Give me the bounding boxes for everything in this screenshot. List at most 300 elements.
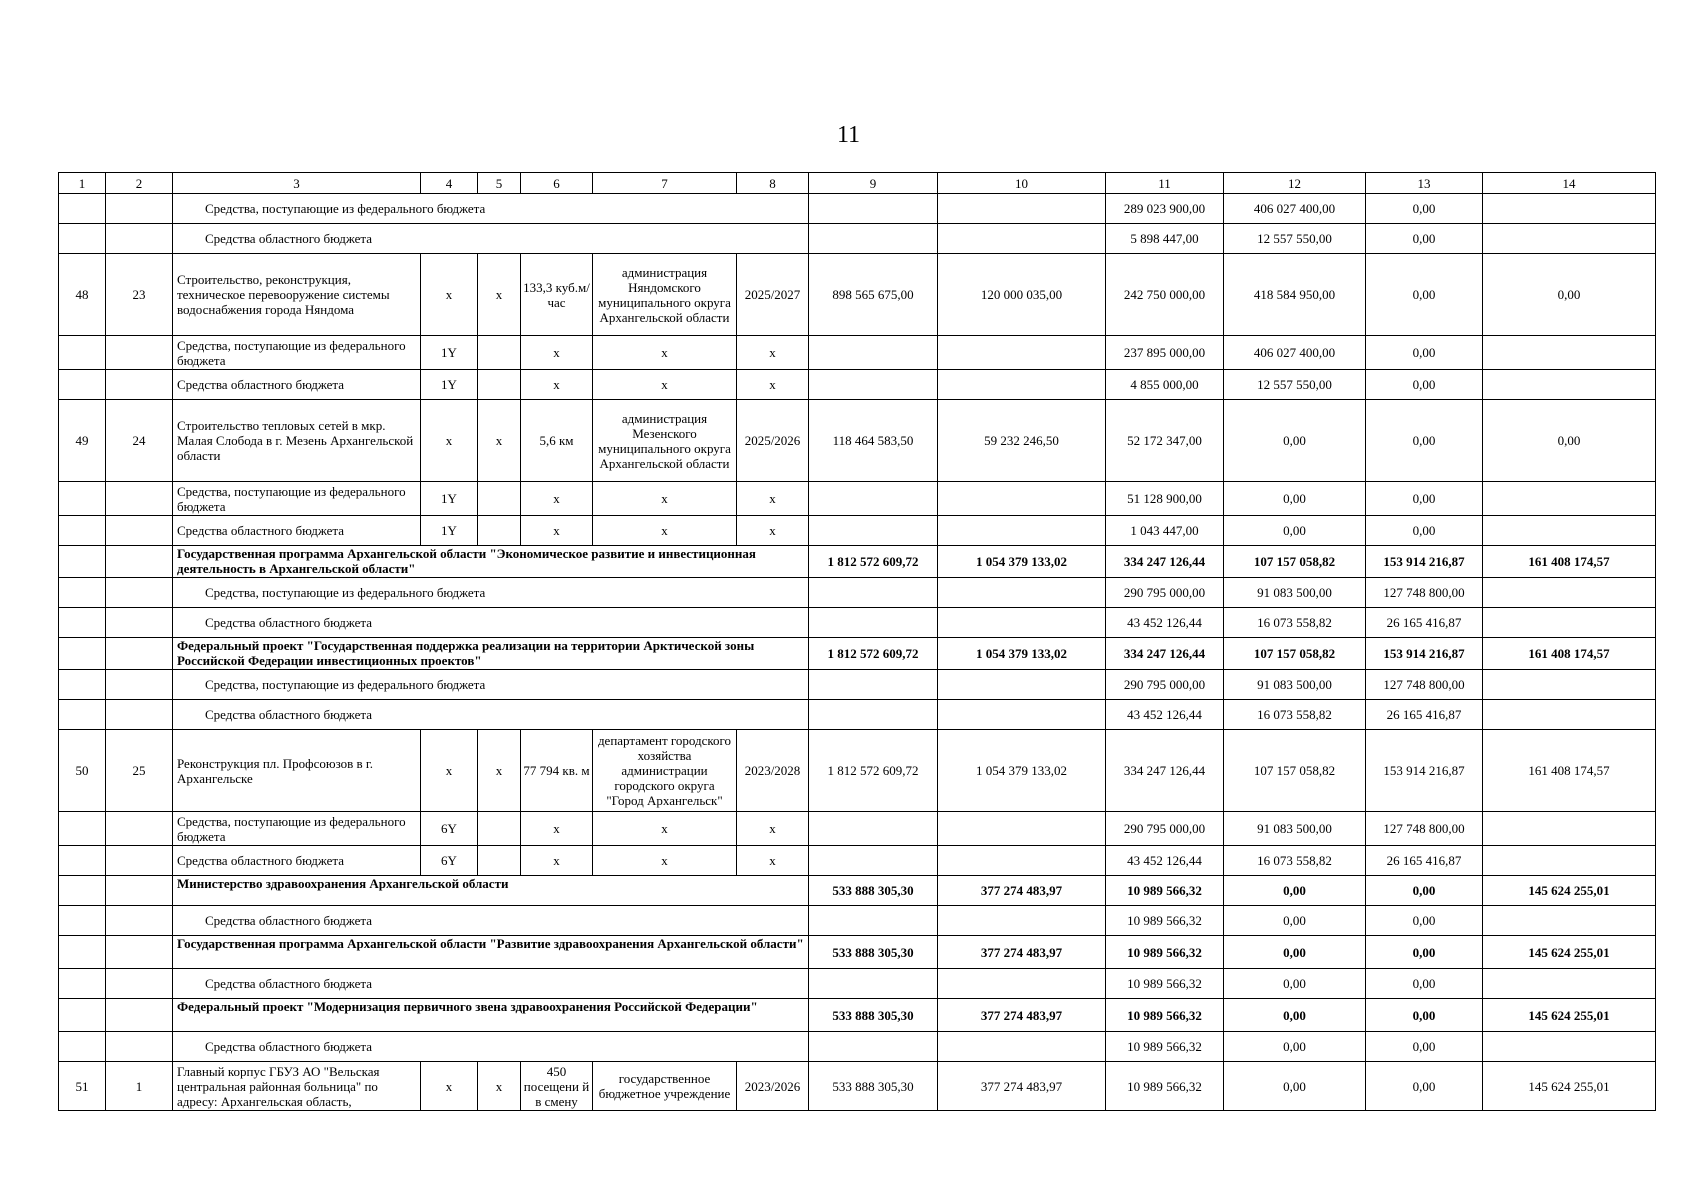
value-col-12: 0,00 bbox=[1224, 1032, 1366, 1062]
row-number-cell bbox=[59, 999, 106, 1032]
table-row-src bbox=[59, 812, 1656, 846]
value-col-10: 377 274 483,97 bbox=[938, 1062, 1106, 1111]
value-col-12: 0,00 bbox=[1224, 906, 1366, 936]
total-cost-cell bbox=[809, 608, 938, 638]
value-col-14: 161 408 174,57 bbox=[1483, 546, 1656, 578]
funding-source-label: Средства областного бюджета bbox=[173, 846, 421, 876]
value-col-13: 0,00 bbox=[1366, 1032, 1483, 1062]
value-col-14 bbox=[1483, 608, 1656, 638]
value-col-13: 127 748 800,00 bbox=[1366, 670, 1483, 700]
section-title: Государственная программа Архангельской области "Экономическое развитие и инвестиционная деятельность в Архангельской области" bbox=[173, 546, 809, 578]
value-col-11: 51 128 900,00 bbox=[1106, 482, 1224, 516]
budget-table bbox=[58, 172, 1656, 1111]
value-col-14 bbox=[1483, 194, 1656, 224]
value-col-13: 26 165 416,87 bbox=[1366, 846, 1483, 876]
value-col-11: 10 989 566,32 bbox=[1106, 876, 1224, 906]
period-cell: 2025/2026 bbox=[737, 400, 809, 482]
value-col-5 bbox=[478, 370, 521, 400]
value-col-9: 533 888 305,30 bbox=[809, 936, 938, 969]
value-col-11: 290 795 000,00 bbox=[1106, 812, 1224, 846]
value-col-13: 153 914 216,87 bbox=[1366, 638, 1483, 670]
value-col-11: 334 247 126,44 bbox=[1106, 546, 1224, 578]
row-number-cell bbox=[59, 812, 106, 846]
capacity-cell: 5,6 км bbox=[521, 400, 593, 482]
table-row-sub bbox=[59, 670, 1656, 700]
row-number-cell: 51 bbox=[59, 1062, 106, 1111]
value-col-10: 1 054 379 133,02 bbox=[938, 730, 1106, 812]
value-col-10: 1 054 379 133,02 bbox=[938, 546, 1106, 578]
row-number-cell bbox=[59, 516, 106, 546]
row-number-cell bbox=[59, 1032, 106, 1062]
value-col-11: 52 172 347,00 bbox=[1106, 400, 1224, 482]
value-col-13: 26 165 416,87 bbox=[1366, 700, 1483, 730]
value-col-4: х bbox=[421, 730, 478, 812]
total-cost-cell bbox=[809, 224, 938, 254]
table-row-sub bbox=[59, 578, 1656, 608]
value-col-11: 242 750 000,00 bbox=[1106, 254, 1224, 336]
item-number-cell bbox=[106, 608, 173, 638]
item-number-cell bbox=[106, 670, 173, 700]
value-col-14 bbox=[1483, 906, 1656, 936]
code-cell: 6Y bbox=[421, 812, 478, 846]
period-cell: 2025/2027 bbox=[737, 254, 809, 336]
item-number-cell: 23 bbox=[106, 254, 173, 336]
section-title: Федеральный проект "Модернизация первичного звена здравоохранения Российской Федерации" bbox=[173, 999, 809, 1032]
value-col-7: х bbox=[593, 336, 737, 370]
value-col-14 bbox=[1483, 224, 1656, 254]
total-cost-cell bbox=[809, 700, 938, 730]
table-row-sub bbox=[59, 1032, 1656, 1062]
item-number-cell: 1 bbox=[106, 1062, 173, 1111]
funding-source-label: Средства областного бюджета bbox=[173, 906, 809, 936]
value-col-14: 145 624 255,01 bbox=[1483, 876, 1656, 906]
row-number-cell bbox=[59, 969, 106, 999]
value-col-12: 0,00 bbox=[1224, 876, 1366, 906]
table-row-bold bbox=[59, 999, 1656, 1032]
value-col-11: 290 795 000,00 bbox=[1106, 578, 1224, 608]
row-number-cell bbox=[59, 336, 106, 370]
table-row-src bbox=[59, 370, 1656, 400]
row-number-cell bbox=[59, 670, 106, 700]
row-number-cell bbox=[59, 578, 106, 608]
value-col-13: 0,00 bbox=[1366, 999, 1483, 1032]
value-col-11: 10 989 566,32 bbox=[1106, 969, 1224, 999]
value-col-8: х bbox=[737, 482, 809, 516]
column-number: 6 bbox=[521, 173, 593, 194]
period-cell: 2023/2026 bbox=[737, 1062, 809, 1111]
value-col-8: х bbox=[737, 336, 809, 370]
item-number-cell bbox=[106, 846, 173, 876]
value-col-6: х bbox=[521, 370, 593, 400]
value-col-7: х bbox=[593, 846, 737, 876]
value-col-12: 91 083 500,00 bbox=[1224, 578, 1366, 608]
column-number: 7 bbox=[593, 173, 737, 194]
funding-source-label: Средства, поступающие из федерального бюджета bbox=[173, 336, 421, 370]
value-col-12: 107 157 058,82 bbox=[1224, 638, 1366, 670]
value-col-12: 0,00 bbox=[1224, 936, 1366, 969]
row-number-cell bbox=[59, 608, 106, 638]
value-col-12: 16 073 558,82 bbox=[1224, 700, 1366, 730]
total-cost-cell bbox=[809, 670, 938, 700]
value-col-13: 127 748 800,00 bbox=[1366, 578, 1483, 608]
row-number-cell bbox=[59, 482, 106, 516]
value-col-9: 1 812 572 609,72 bbox=[809, 638, 938, 670]
value-col-9 bbox=[809, 482, 938, 516]
row-number-cell bbox=[59, 700, 106, 730]
value-col-12: 0,00 bbox=[1224, 516, 1366, 546]
cost-at-start-cell bbox=[938, 670, 1106, 700]
value-col-6: х bbox=[521, 516, 593, 546]
value-col-12: 418 584 950,00 bbox=[1224, 254, 1366, 336]
row-number-cell bbox=[59, 638, 106, 670]
value-col-10 bbox=[938, 516, 1106, 546]
table-row-sub bbox=[59, 224, 1656, 254]
value-col-12: 0,00 bbox=[1224, 400, 1366, 482]
value-col-14: 161 408 174,57 bbox=[1483, 638, 1656, 670]
row-number-cell bbox=[59, 846, 106, 876]
value-col-13: 0,00 bbox=[1366, 906, 1483, 936]
value-col-11: 289 023 900,00 bbox=[1106, 194, 1224, 224]
value-col-14: 0,00 bbox=[1483, 400, 1656, 482]
customer-cell: администрация Мезенского муниципального округа Архангельской области bbox=[593, 400, 737, 482]
value-col-6: х bbox=[521, 812, 593, 846]
object-name: Строительство тепловых сетей в мкр. Малая Слобода в г. Мезень Архангельской области bbox=[173, 400, 421, 482]
value-col-7: х bbox=[593, 482, 737, 516]
column-number: 4 bbox=[421, 173, 478, 194]
cost-at-start-cell bbox=[938, 700, 1106, 730]
funding-source-label: Средства областного бюджета bbox=[173, 370, 421, 400]
cost-at-start-cell bbox=[938, 224, 1106, 254]
value-col-11: 334 247 126,44 bbox=[1106, 730, 1224, 812]
value-col-14: 145 624 255,01 bbox=[1483, 936, 1656, 969]
value-col-10 bbox=[938, 370, 1106, 400]
value-col-9: 1 812 572 609,72 bbox=[809, 546, 938, 578]
item-number-cell: 24 bbox=[106, 400, 173, 482]
value-col-11: 10 989 566,32 bbox=[1106, 906, 1224, 936]
value-col-13: 0,00 bbox=[1366, 224, 1483, 254]
value-col-6: х bbox=[521, 846, 593, 876]
value-col-6: х bbox=[521, 482, 593, 516]
cost-at-start-cell bbox=[938, 1032, 1106, 1062]
value-col-13: 0,00 bbox=[1366, 516, 1483, 546]
capacity-cell: 133,3 куб.м/час bbox=[521, 254, 593, 336]
value-col-11: 10 989 566,32 bbox=[1106, 936, 1224, 969]
value-col-4: х bbox=[421, 1062, 478, 1111]
item-number-cell bbox=[106, 336, 173, 370]
column-number: 1 bbox=[59, 173, 106, 194]
funding-source-label: Средства, поступающие из федерального бюджета bbox=[173, 482, 421, 516]
value-col-9 bbox=[809, 812, 938, 846]
item-number-cell bbox=[106, 516, 173, 546]
value-col-4: х bbox=[421, 254, 478, 336]
value-col-14 bbox=[1483, 370, 1656, 400]
value-col-5: х bbox=[478, 400, 521, 482]
funding-source-label: Средства, поступающие из федерального бюджета bbox=[173, 670, 809, 700]
value-col-9 bbox=[809, 846, 938, 876]
value-col-14 bbox=[1483, 1032, 1656, 1062]
item-number-cell bbox=[106, 969, 173, 999]
value-col-11: 4 855 000,00 bbox=[1106, 370, 1224, 400]
funding-source-label: Средства, поступающие из федерального бюджета bbox=[173, 578, 809, 608]
value-col-5: х bbox=[478, 1062, 521, 1111]
column-number: 9 bbox=[809, 173, 938, 194]
value-col-14 bbox=[1483, 482, 1656, 516]
cost-at-start-cell bbox=[938, 906, 1106, 936]
value-col-10: 59 232 246,50 bbox=[938, 400, 1106, 482]
row-number-cell bbox=[59, 224, 106, 254]
value-col-5 bbox=[478, 812, 521, 846]
table-row-object bbox=[59, 730, 1656, 812]
cost-at-start-cell bbox=[938, 578, 1106, 608]
code-cell: 6Y bbox=[421, 846, 478, 876]
object-name: Строительство, реконструкция, техническое перевооружение системы водоснабжения города Няндома bbox=[173, 254, 421, 336]
value-col-13: 0,00 bbox=[1366, 400, 1483, 482]
item-number-cell bbox=[106, 370, 173, 400]
value-col-12: 0,00 bbox=[1224, 1062, 1366, 1111]
value-col-10 bbox=[938, 846, 1106, 876]
row-number-cell bbox=[59, 194, 106, 224]
column-number: 13 bbox=[1366, 173, 1483, 194]
value-col-11: 43 452 126,44 bbox=[1106, 608, 1224, 638]
value-col-14: 145 624 255,01 bbox=[1483, 999, 1656, 1032]
value-col-9: 533 888 305,30 bbox=[809, 999, 938, 1032]
table-row-sub bbox=[59, 700, 1656, 730]
table-row-object bbox=[59, 254, 1656, 336]
funding-source-label: Средства областного бюджета bbox=[173, 700, 809, 730]
value-col-12: 16 073 558,82 bbox=[1224, 608, 1366, 638]
row-number-cell bbox=[59, 936, 106, 969]
total-cost-cell bbox=[809, 578, 938, 608]
value-col-5 bbox=[478, 336, 521, 370]
item-number-cell bbox=[106, 194, 173, 224]
value-col-5 bbox=[478, 516, 521, 546]
code-cell: 1Y bbox=[421, 336, 478, 370]
code-cell: 1Y bbox=[421, 370, 478, 400]
table-row-object bbox=[59, 1062, 1656, 1111]
funding-source-label: Средства областного бюджета bbox=[173, 1032, 809, 1062]
value-col-10: 377 274 483,97 bbox=[938, 876, 1106, 906]
value-col-13: 0,00 bbox=[1366, 336, 1483, 370]
value-col-12: 91 083 500,00 bbox=[1224, 812, 1366, 846]
value-col-7: х bbox=[593, 370, 737, 400]
column-number: 14 bbox=[1483, 173, 1656, 194]
value-col-13: 153 914 216,87 bbox=[1366, 730, 1483, 812]
value-col-12: 0,00 bbox=[1224, 999, 1366, 1032]
value-col-6: х bbox=[521, 336, 593, 370]
value-col-8: х bbox=[737, 516, 809, 546]
object-name: Реконструкция пл. Профсоюзов в г. Архангельске bbox=[173, 730, 421, 812]
value-col-9: 533 888 305,30 bbox=[809, 876, 938, 906]
item-number-cell bbox=[106, 224, 173, 254]
customer-cell: департамент городского хозяйства администрации городского округа "Город Архангельск" bbox=[593, 730, 737, 812]
value-col-13: 0,00 bbox=[1366, 194, 1483, 224]
value-col-11: 1 043 447,00 bbox=[1106, 516, 1224, 546]
value-col-14 bbox=[1483, 969, 1656, 999]
value-col-9: 1 812 572 609,72 bbox=[809, 730, 938, 812]
value-col-14 bbox=[1483, 812, 1656, 846]
value-col-12: 91 083 500,00 bbox=[1224, 670, 1366, 700]
value-col-13: 127 748 800,00 bbox=[1366, 812, 1483, 846]
total-cost-cell bbox=[809, 969, 938, 999]
capacity-cell: 77 794 кв. м bbox=[521, 730, 593, 812]
item-number-cell bbox=[106, 700, 173, 730]
value-col-13: 0,00 bbox=[1366, 1062, 1483, 1111]
value-col-10 bbox=[938, 812, 1106, 846]
value-col-14 bbox=[1483, 578, 1656, 608]
value-col-7: х bbox=[593, 812, 737, 846]
value-col-5: х bbox=[478, 254, 521, 336]
table-row-src bbox=[59, 336, 1656, 370]
item-number-cell bbox=[106, 999, 173, 1032]
column-number: 2 bbox=[106, 173, 173, 194]
funding-source-label: Средства областного бюджета bbox=[173, 969, 809, 999]
value-col-13: 0,00 bbox=[1366, 254, 1483, 336]
value-col-12: 107 157 058,82 bbox=[1224, 546, 1366, 578]
value-col-11: 10 989 566,32 bbox=[1106, 999, 1224, 1032]
value-col-10: 120 000 035,00 bbox=[938, 254, 1106, 336]
item-number-cell bbox=[106, 1032, 173, 1062]
value-col-13: 0,00 bbox=[1366, 969, 1483, 999]
cost-at-start-cell bbox=[938, 969, 1106, 999]
period-cell: 2023/2028 bbox=[737, 730, 809, 812]
value-col-14 bbox=[1483, 516, 1656, 546]
column-number: 8 bbox=[737, 173, 809, 194]
item-number-cell: 25 bbox=[106, 730, 173, 812]
value-col-9: 898 565 675,00 bbox=[809, 254, 938, 336]
value-col-13: 0,00 bbox=[1366, 876, 1483, 906]
column-number: 11 bbox=[1106, 173, 1224, 194]
value-col-10: 377 274 483,97 bbox=[938, 936, 1106, 969]
customer-cell: администрация Няндомского муниципального округа Архангельской области bbox=[593, 254, 737, 336]
table-row-src bbox=[59, 846, 1656, 876]
table-row-bold bbox=[59, 638, 1656, 670]
value-col-14 bbox=[1483, 846, 1656, 876]
value-col-13: 0,00 bbox=[1366, 482, 1483, 516]
item-number-cell bbox=[106, 906, 173, 936]
value-col-13: 153 914 216,87 bbox=[1366, 546, 1483, 578]
value-col-9: 533 888 305,30 bbox=[809, 1062, 938, 1111]
item-number-cell bbox=[106, 936, 173, 969]
value-col-12: 0,00 bbox=[1224, 969, 1366, 999]
value-col-12: 12 557 550,00 bbox=[1224, 224, 1366, 254]
table-row-bold bbox=[59, 936, 1656, 969]
capacity-cell: 450 посещени й в смену bbox=[521, 1062, 593, 1111]
cost-at-start-cell bbox=[938, 608, 1106, 638]
item-number-cell bbox=[106, 638, 173, 670]
value-col-8: х bbox=[737, 846, 809, 876]
value-col-10: 377 274 483,97 bbox=[938, 999, 1106, 1032]
row-number-cell: 48 bbox=[59, 254, 106, 336]
section-title: Федеральный проект "Государственная поддержка реализации на территории Арктической зоны Российской Федерации инвестиционных проектов" bbox=[173, 638, 809, 670]
value-col-12: 406 027 400,00 bbox=[1224, 194, 1366, 224]
value-col-12: 16 073 558,82 bbox=[1224, 846, 1366, 876]
value-col-9 bbox=[809, 370, 938, 400]
item-number-cell bbox=[106, 482, 173, 516]
table-row-src bbox=[59, 516, 1656, 546]
value-col-10 bbox=[938, 482, 1106, 516]
row-number-cell bbox=[59, 546, 106, 578]
value-col-14: 0,00 bbox=[1483, 254, 1656, 336]
total-cost-cell bbox=[809, 1032, 938, 1062]
item-number-cell bbox=[106, 578, 173, 608]
table-row-src bbox=[59, 482, 1656, 516]
value-col-11: 5 898 447,00 bbox=[1106, 224, 1224, 254]
value-col-5 bbox=[478, 482, 521, 516]
value-col-11: 290 795 000,00 bbox=[1106, 670, 1224, 700]
value-col-13: 26 165 416,87 bbox=[1366, 608, 1483, 638]
value-col-11: 10 989 566,32 bbox=[1106, 1032, 1224, 1062]
value-col-12: 12 557 550,00 bbox=[1224, 370, 1366, 400]
value-col-5: х bbox=[478, 730, 521, 812]
column-number: 5 bbox=[478, 173, 521, 194]
funding-source-label: Средства, поступающие из федерального бюджета bbox=[173, 194, 809, 224]
value-col-9: 118 464 583,50 bbox=[809, 400, 938, 482]
column-number: 10 bbox=[938, 173, 1106, 194]
value-col-11: 334 247 126,44 bbox=[1106, 638, 1224, 670]
total-cost-cell bbox=[809, 906, 938, 936]
customer-cell: государственное бюджетное учреждение bbox=[593, 1062, 737, 1111]
value-col-12: 406 027 400,00 bbox=[1224, 336, 1366, 370]
value-col-11: 43 452 126,44 bbox=[1106, 700, 1224, 730]
cost-at-start-cell bbox=[938, 194, 1106, 224]
object-name: Главный корпус ГБУЗ АО "Вельская центральная районная больница" по адресу: Архангельская область, bbox=[173, 1062, 421, 1111]
page-number: 11 bbox=[836, 122, 861, 148]
table-row-bold bbox=[59, 546, 1656, 578]
value-col-7: х bbox=[593, 516, 737, 546]
code-cell: 1Y bbox=[421, 516, 478, 546]
table-row-sub bbox=[59, 969, 1656, 999]
column-number: 3 bbox=[173, 173, 421, 194]
value-col-14: 145 624 255,01 bbox=[1483, 1062, 1656, 1111]
item-number-cell bbox=[106, 546, 173, 578]
total-cost-cell bbox=[809, 194, 938, 224]
value-col-14 bbox=[1483, 700, 1656, 730]
row-number-cell: 50 bbox=[59, 730, 106, 812]
value-col-8: х bbox=[737, 370, 809, 400]
section-title: Министерство здравоохранения Архангельской области bbox=[173, 876, 809, 906]
value-col-4: х bbox=[421, 400, 478, 482]
value-col-13: 0,00 bbox=[1366, 936, 1483, 969]
value-col-11: 10 989 566,32 bbox=[1106, 1062, 1224, 1111]
row-number-cell bbox=[59, 906, 106, 936]
funding-source-label: Средства областного бюджета bbox=[173, 608, 809, 638]
row-number-cell: 49 bbox=[59, 400, 106, 482]
value-col-12: 0,00 bbox=[1224, 482, 1366, 516]
value-col-14 bbox=[1483, 670, 1656, 700]
section-title: Государственная программа Архангельской области "Развитие здравоохранения Архангельской области" bbox=[173, 936, 809, 969]
value-col-10 bbox=[938, 336, 1106, 370]
value-col-12: 107 157 058,82 bbox=[1224, 730, 1366, 812]
table-row-sub bbox=[59, 906, 1656, 936]
value-col-14: 161 408 174,57 bbox=[1483, 730, 1656, 812]
table-row-sub bbox=[59, 608, 1656, 638]
value-col-14 bbox=[1483, 336, 1656, 370]
funding-source-label: Средства областного бюджета bbox=[173, 224, 809, 254]
value-col-10: 1 054 379 133,02 bbox=[938, 638, 1106, 670]
item-number-cell bbox=[106, 812, 173, 846]
table-row-sub bbox=[59, 194, 1656, 224]
value-col-5 bbox=[478, 846, 521, 876]
funding-source-label: Средства, поступающие из федерального бюджета bbox=[173, 812, 421, 846]
value-col-9 bbox=[809, 516, 938, 546]
table-row-bold bbox=[59, 876, 1656, 906]
row-number-cell bbox=[59, 370, 106, 400]
value-col-13: 0,00 bbox=[1366, 370, 1483, 400]
table-row-object bbox=[59, 400, 1656, 482]
value-col-11: 237 895 000,00 bbox=[1106, 336, 1224, 370]
code-cell: 1Y bbox=[421, 482, 478, 516]
item-number-cell bbox=[106, 876, 173, 906]
